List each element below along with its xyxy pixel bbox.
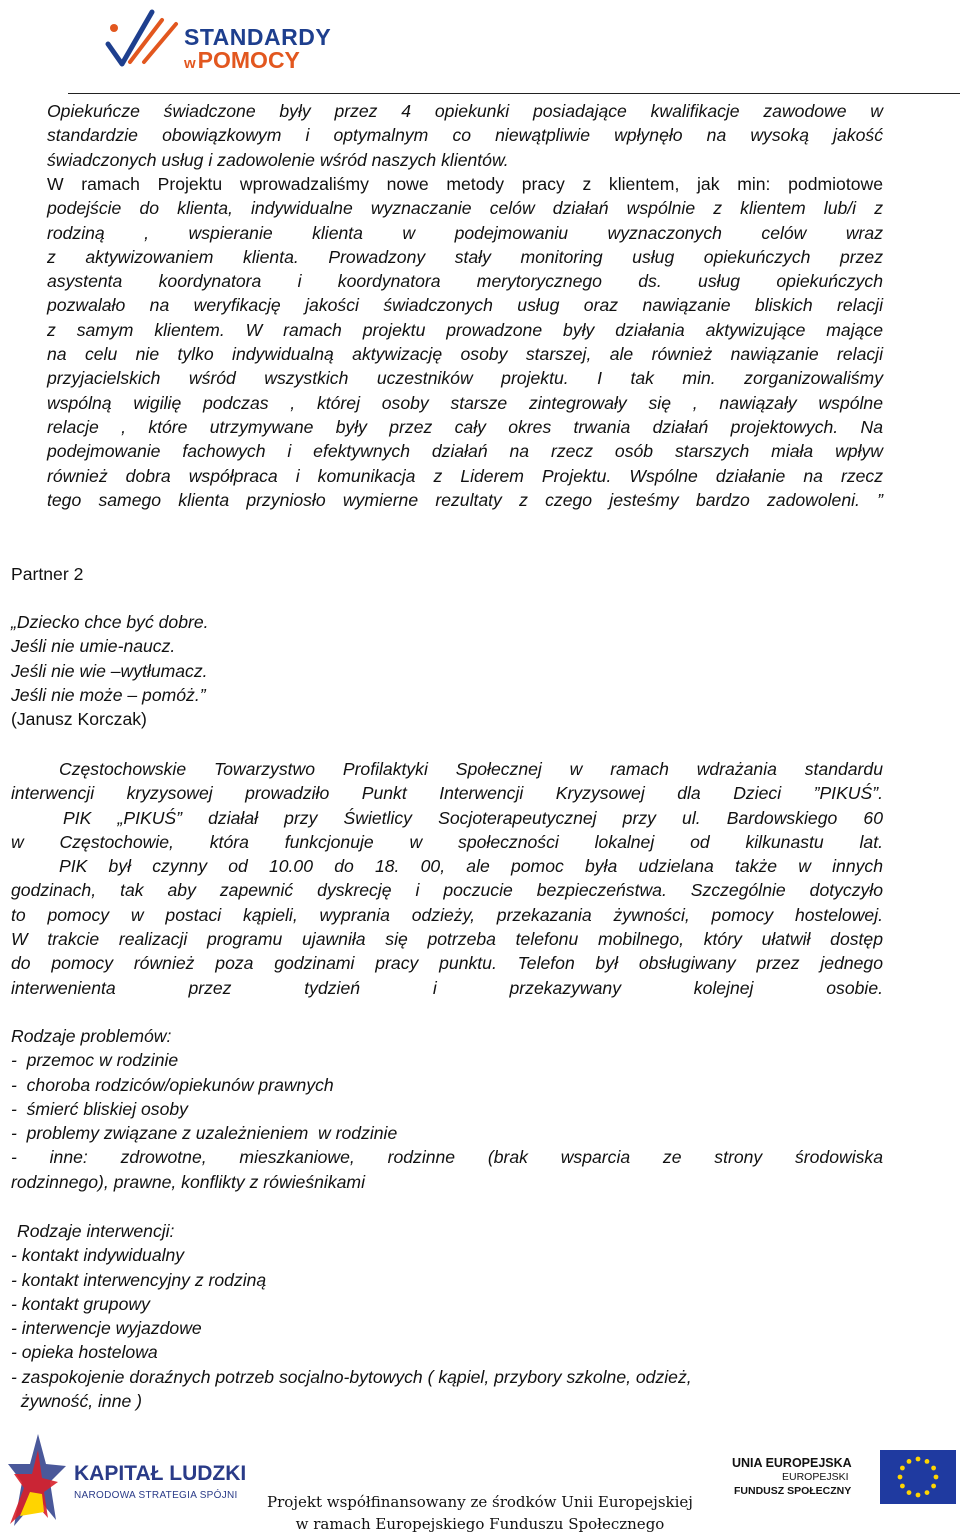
- standardy-w-pomocy-logo: [100, 4, 332, 76]
- text-line: w Częstochowie, która funkcjonuje w społeczności lokalnej od kilkunastu lat.: [11, 831, 883, 852]
- standardy-logo-icon: [100, 4, 184, 76]
- problems-list: [11, 1024, 883, 1194]
- logo-text-standardy: STANDARDY: [184, 24, 332, 50]
- list-item: - kontakt interwencyjny z rodziną: [11, 1269, 267, 1290]
- interventions-list: [11, 1219, 883, 1413]
- text-line: godzinach, tak aby zapewnić dyskrecję i poczucie bezpieczeństwa. Szczególnie dotyczyło: [11, 880, 883, 901]
- list-item: - śmierć bliskiej osoby: [11, 1098, 188, 1119]
- text-line: przyjacielskich wśród wszystkich uczestników projektu. I tak min. zorganizowaliśmy: [47, 368, 883, 389]
- logo-text-w-pomocy: wPOMOCY: [184, 47, 300, 73]
- text-line: to pomocy w postaci kąpieli, wyprania odzieży, przekazania żywności, pomocy hostelowej.: [11, 904, 883, 925]
- list-item: - interwencje wyjazdowe: [11, 1318, 202, 1339]
- eu-logo: [722, 1450, 958, 1530]
- text-line: Częstochowskie Towarzystwo Profilaktyki Społecznej w ramach wdrażania standardu: [59, 759, 883, 779]
- text-line: interwenienta przez tydzień i przekazywany kolejnej osobie.: [11, 977, 883, 998]
- quote-line: Jeśli nie umie-naucz.: [11, 636, 176, 657]
- cofinance-line: Projekt współfinansowany ze środków Unii Europejskiej: [267, 1493, 693, 1511]
- text-line: rodziną , wspieranie klienta w podejmowaniu wyznaczonych celów wraz: [47, 222, 883, 243]
- kapital-ludzki-title: KAPITAŁ LUDZKI: [74, 1462, 247, 1485]
- eu-flag-icon: [880, 1450, 956, 1504]
- korczak-quote: [11, 610, 411, 731]
- text-line: standardzie obowiązkowym i optymalnym co niewątpliwie wpłynęło na wysoką jakość: [47, 125, 883, 146]
- text-line: W trakcie realizacji programu ujawniła się potrzeba telefonu mobilnego, który ułatwił dostęp: [11, 929, 883, 950]
- project-paragraph: [47, 172, 883, 512]
- text-line: pozwalało na weryfikację jakości świadczonych usług oraz nawiązanie bliskich relacji: [47, 295, 883, 316]
- text-line: PIK „PIKUŚ” działał przy Świetlicy Socjoterapeutycznej przy ul. Bardowskiego 60: [63, 807, 883, 828]
- quote-line: „Dziecko chce być dobre.: [11, 612, 209, 632]
- text-line: relacje , które utrzymywane były przez cały okres trwania działań projektowych. Na: [47, 416, 883, 437]
- text-line: świadczonych usług i zadowolenie wśród naszych klientów.: [47, 149, 509, 170]
- text-line: interwencji kryzysowej prowadziło Punkt Interwencji Kryzysowej dla Dzieci ”PIKUŚ”.: [11, 783, 883, 804]
- list-item: - zaspokojenie doraźnych potrzeb socjalno-bytowych ( kąpiel, przybory szkolne, odzież,: [11, 1366, 692, 1387]
- text-line: wspólną wigilię podczas , której osoby starsze zintegrowały się , nawiązały wspólne: [47, 392, 883, 413]
- partner-paragraph: [11, 757, 883, 1000]
- kapital-ludzki-logo: [4, 1430, 247, 1530]
- text-line: z aktywizowaniem klienta. Prowadzony stały monitoring usług opiekuńczych przez: [47, 246, 883, 267]
- cofinance-note: [230, 1491, 730, 1535]
- list-item: - opieka hostelowa: [11, 1342, 158, 1363]
- eu-text-2: EUROPEJSKI: [782, 1471, 849, 1483]
- list-item: - choroba rodziców/opiekunów prawnych: [11, 1074, 334, 1095]
- text-line: również dobra współpraca i komunikacja z Liderem Projektu. Wspólne działanie na rzecz: [47, 465, 883, 486]
- header-divider: [68, 93, 960, 94]
- text-line: podejmowanie fachowych i efektywnych działań na rzecz osób starszych miała wpływ: [47, 441, 883, 462]
- list-item: - inne: zdrowotne, mieszkaniowe, rodzinne (brak wsparcia ze strony środowiska: [11, 1147, 883, 1168]
- section-heading-partner: Partner 2: [11, 564, 84, 584]
- list-item: - kontakt grupowy: [11, 1293, 150, 1314]
- quote-line: Jeśli nie może – pomóż.”: [11, 684, 206, 705]
- text-line: PIK był czynny od 10.00 do 18. 00, ale pomoc była udzielana także w innych: [59, 856, 883, 877]
- text-line: Opiekuńcze świadczone były przez 4 opiekunki posiadające kwalifikacje zawodowe w: [47, 101, 883, 121]
- text-line: z samym klientem. W ramach projektu prowadzone były działania aktywizujące mające: [47, 319, 883, 340]
- text-line: podejście do klienta, indywidualne wyznaczanie celów działań wspólnie z klientem lub/i z: [47, 198, 883, 219]
- list-title: Rodzaje problemów:: [11, 1026, 172, 1046]
- kapital-ludzki-star-icon: [4, 1430, 70, 1530]
- text-line: asystenta koordynatora i koordynatora merytorycznego ds. usług opiekuńczych: [47, 271, 883, 292]
- text-line: do pomocy również poza godzinami pracy punktu. Telefon był obsługiwany przez jednego: [11, 953, 883, 974]
- intro-paragraph: [47, 99, 883, 172]
- eu-text-3: FUNDUSZ SPOŁECZNY: [734, 1485, 852, 1497]
- list-title: Rodzaje interwencji:: [17, 1221, 175, 1241]
- list-item: - przemoc w rodzinie: [11, 1050, 179, 1071]
- text-line: tego samego klienta przyniosło wymierne rezultaty z czego jesteśmy bardzo zadowoleni. ”: [47, 489, 883, 510]
- list-item: rodzinnego), prawne, konflikty z rówieśnikami: [11, 1171, 365, 1192]
- quote-author: (Janusz Korczak): [11, 709, 147, 730]
- quote-line: Jeśli nie wie –wytłumacz.: [11, 660, 208, 681]
- list-item: - kontakt indywidualny: [11, 1245, 185, 1266]
- list-item: żywność, inne ): [11, 1391, 143, 1412]
- text-line: W ramach Projektu wprowadzaliśmy nowe metody pracy z klientem, jak min: podmiotowe: [47, 174, 883, 194]
- eu-text-1: UNIA EUROPEJSKA: [732, 1456, 852, 1470]
- text-line: na celu nie tylko indywidualną aktywizację osoby starszej, ale również nawiązanie relacji: [47, 344, 883, 365]
- list-item: - problemy związane z uzależnieniem w rodzinie: [11, 1123, 398, 1144]
- cofinance-line: w ramach Europejskiego Funduszu Społecznego: [295, 1515, 665, 1533]
- kapital-ludzki-subtitle: NARODOWA STRATEGIA SPÓJNI: [74, 1490, 238, 1501]
